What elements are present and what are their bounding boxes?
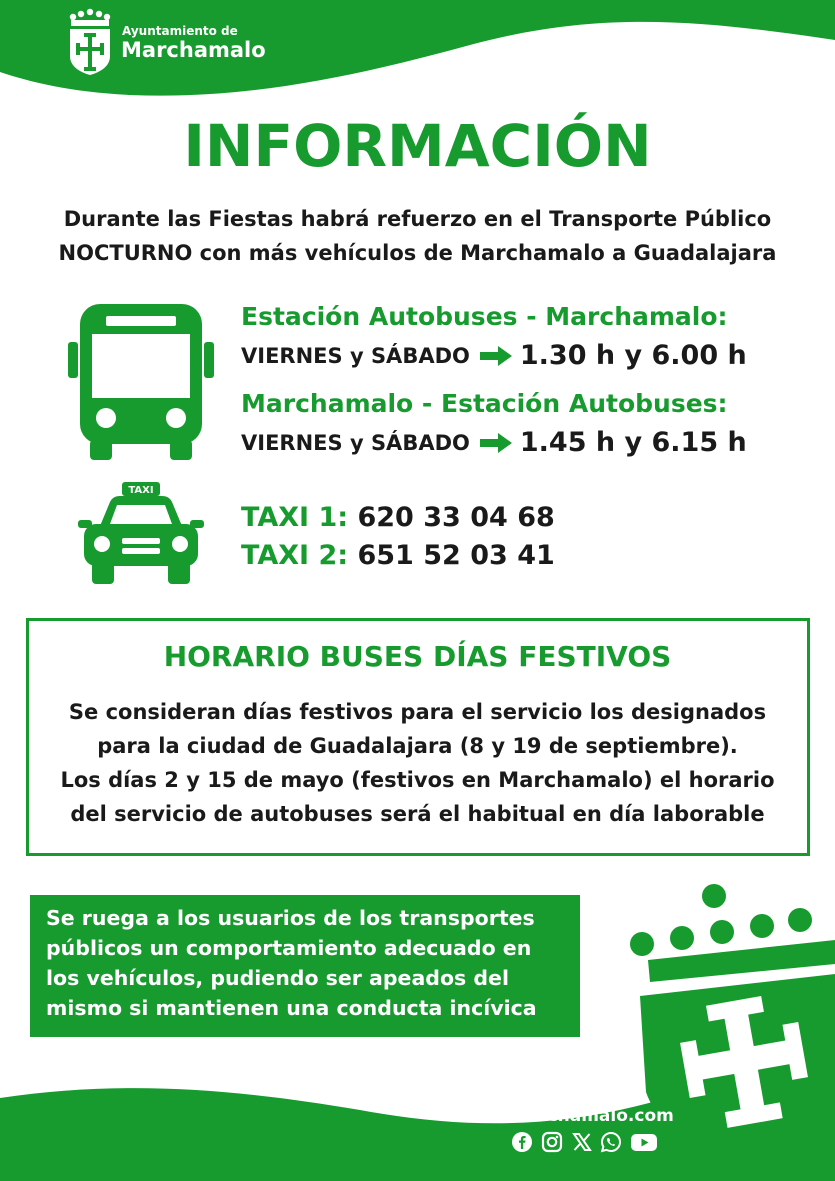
bus-icon [68, 302, 214, 462]
website-link[interactable]: marchamalo.com [510, 1106, 674, 1126]
taxi-2-number[interactable]: 651 52 03 41 [357, 540, 555, 571]
taxi-line-1 [241, 502, 555, 533]
notice-line-2: públicos un comportamiento adecuado en [46, 936, 532, 960]
festivos-line-2-post: ). [720, 734, 738, 758]
taxi-sign-text: TAXI [128, 485, 154, 496]
taxi-1-label: TAXI 1: [241, 502, 349, 533]
notice-line-1: Se ruega a los usuarios de los transportes [46, 906, 535, 930]
route-1-row [241, 340, 747, 371]
x-icon[interactable] [571, 1131, 593, 1153]
arrow-right-icon [480, 346, 512, 366]
festivos-line-2-pre: para la ciudad de Guadalajara ( [97, 734, 470, 758]
intro-line-1: Durante las Fiestas habrá refuerzo en el Transporte Público [63, 207, 772, 231]
route-1-heading: Estación Autobuses - Marchamalo: [241, 302, 728, 331]
route-1-times: 1.30 h y 6.00 h [519, 340, 747, 371]
festivos-line-2-dates: 8 y 19 de septiembre [469, 734, 721, 758]
festivos-line-2 [0, 734, 835, 758]
intro-line-2: NOCTURNO con más vehículos de Marchamalo a Guadalajara [58, 241, 777, 265]
instagram-icon[interactable] [541, 1131, 563, 1153]
arrow-right-icon [480, 433, 512, 453]
taxi-icon [78, 482, 204, 586]
whatsapp-icon[interactable] [600, 1131, 622, 1153]
taxi-2-label: TAXI 2: [241, 540, 349, 571]
page-title: INFORMACIÓN [183, 112, 652, 180]
route-2-times: 1.45 h y 6.15 h [519, 427, 747, 458]
festivos-title: HORARIO BUSES DÍAS FESTIVOS [163, 640, 672, 673]
route-2-days: VIERNES y SÁBADO [241, 430, 470, 455]
crest-icon [66, 8, 116, 78]
taxi-line-2 [241, 540, 555, 571]
facebook-icon[interactable] [511, 1131, 533, 1153]
taxi-1-number[interactable]: 620 33 04 68 [357, 502, 555, 533]
route-1-days: VIERNES y SÁBADO [241, 343, 470, 368]
route-2-row [241, 427, 747, 458]
logo-small-text: Ayuntamiento de [122, 24, 238, 38]
logo-big-text: Marchamalo [121, 38, 266, 62]
youtube-icon[interactable] [630, 1131, 658, 1153]
festivos-line-3: Los días 2 y 15 de mayo (festivos en Marchamalo) el horario [60, 768, 775, 792]
notice-line-3: los vehículos, pudiendo ser apeados del [46, 966, 509, 990]
notice-line-4: mismo si mantienen una conducta incívica [46, 996, 537, 1020]
festivos-line-1: Se consideran días festivos para el servicio los designados [68, 700, 767, 724]
route-2-heading: Marchamalo - Estación Autobuses: [241, 389, 728, 418]
festivos-line-4: del servicio de autobuses será el habitual en día laborable [70, 802, 765, 826]
